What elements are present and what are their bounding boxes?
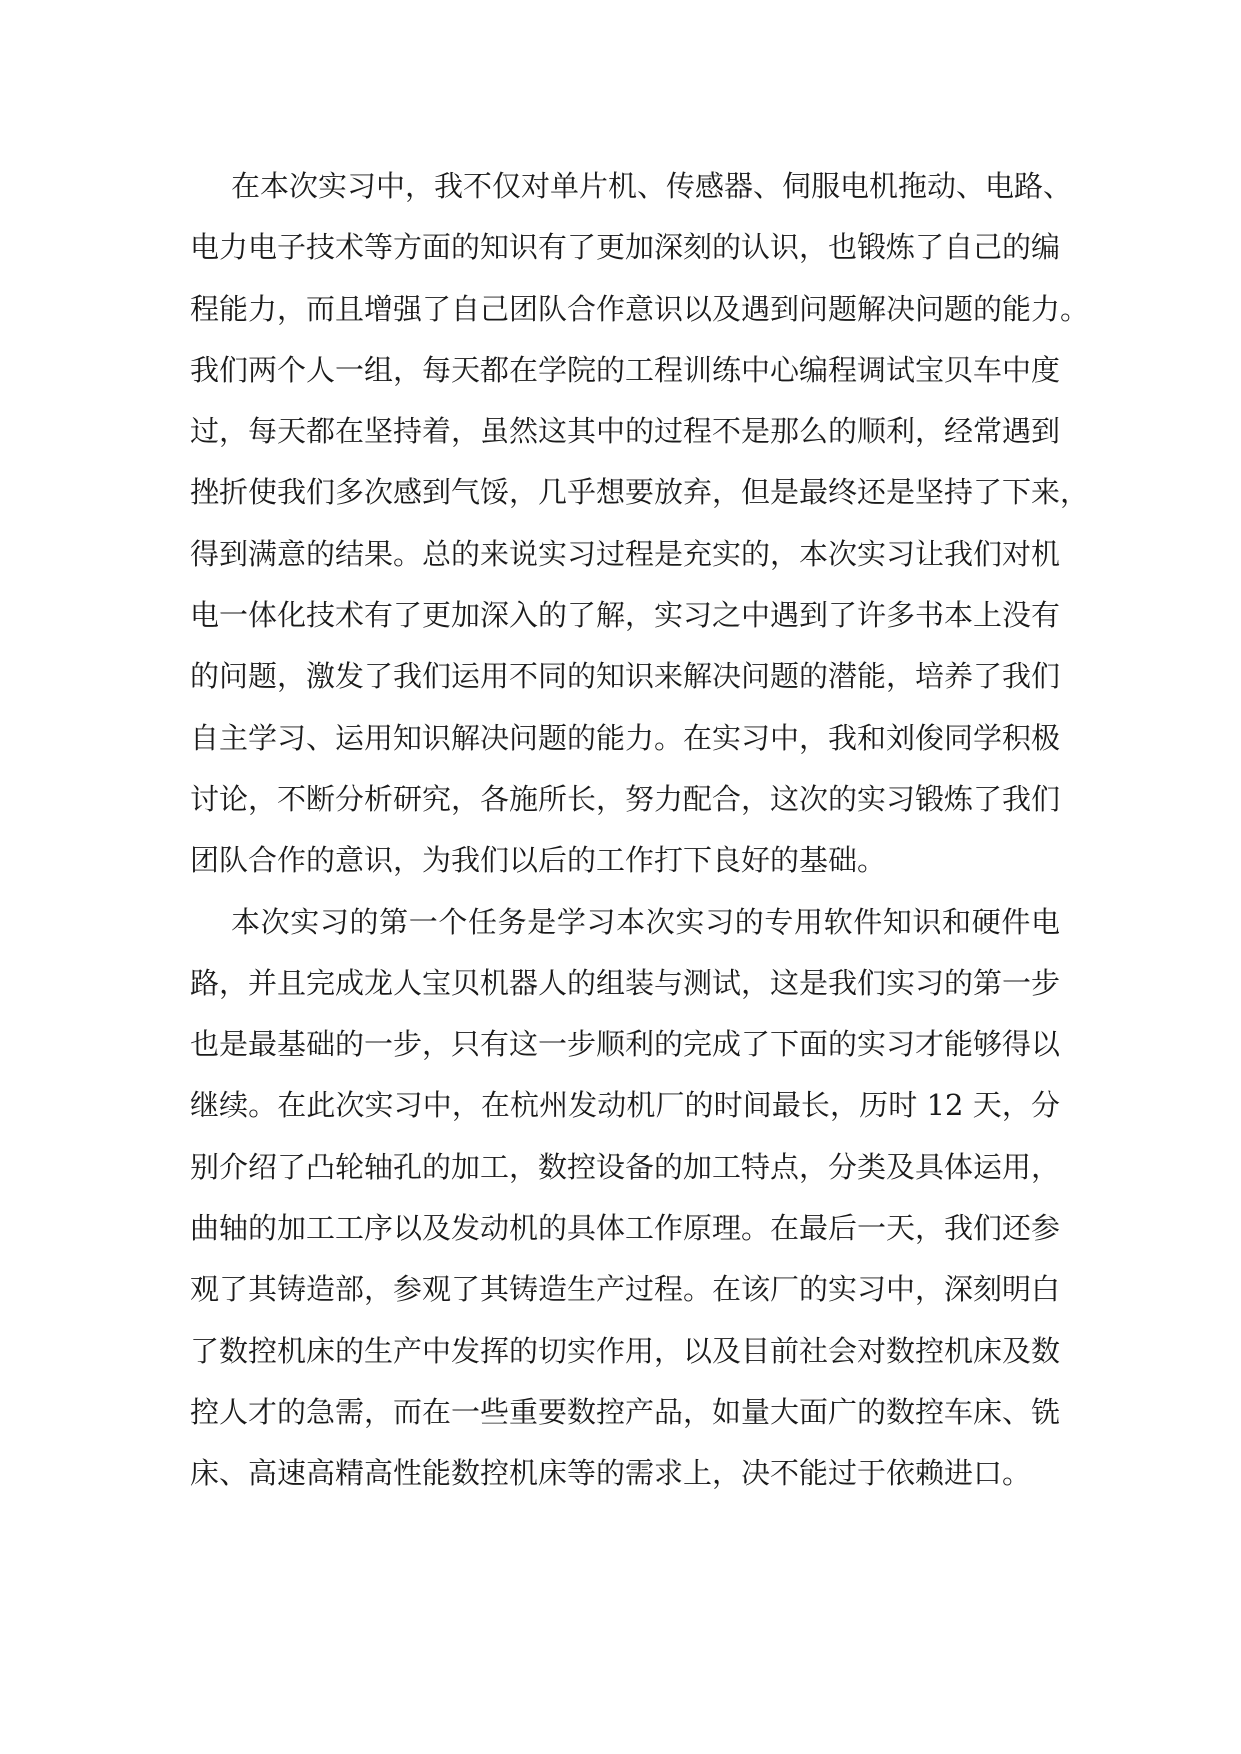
text-line: 电一体化技术有了更加深入的了解，实习之中遇到了许多书本上没有: [190, 598, 1061, 633]
text-line: 本次实习的第一个任务是学习本次实习的专用软件知识和硬件电: [231, 904, 1060, 939]
text-line: 自主学习、运用知识解决问题的能力。在实习中，我和刘俊同学积极: [190, 720, 1061, 755]
text-line: 控人才的急需，而在一些重要数控产品，如量大面广的数控车床、铣: [190, 1394, 1061, 1429]
text-line: 继续。在此次实习中，在杭州发动机厂的时间最长，历时 12 天，分: [190, 1088, 1060, 1123]
text-line: 在本次实习中，我不仅对单片机、传感器、伺服电机拖动、电路、: [231, 169, 1073, 203]
text-line: 电力电子技术等方面的知识有了更加深刻的认识，也锻炼了自己的编: [190, 230, 1061, 265]
text-line: 过，每天都在坚持着，虽然这其中的过程不是那么的顺利，经常遇到: [190, 414, 1061, 449]
text-line: 讨论，不断分析研究，各施所长，努力配合，这次的实习锻炼了我们: [190, 781, 1061, 816]
paragraph-2: [190, 892, 1060, 1505]
text-line: 程能力，而且增强了自己团队合作意识以及遇到问题解决问题的能力。: [190, 291, 1090, 326]
text-line: 团队合作的意识，为我们以后的工作打下良好的基础。: [190, 843, 887, 878]
text-line: 我们两个人一组，每天都在学院的工程训练中心编程调试宝贝车中度: [190, 352, 1061, 387]
text-line: 也是最基础的一步，只有这一步顺利的完成了下面的实习才能够得以: [190, 1027, 1061, 1062]
paragraph-1: [190, 156, 1090, 892]
text-line: 曲轴的加工工序以及发动机的具体工作原理。在最后一天，我们还参: [190, 1211, 1061, 1246]
text-line: 床、高速高精高性能数控机床等的需求上，决不能过于依赖进口。: [190, 1456, 1032, 1491]
text-line: 路，并且完成龙人宝贝机器人的组装与测试，这是我们实习的第一步: [190, 965, 1061, 1000]
text-line: 的问题，激发了我们运用不同的知识来解决问题的潜能，培养了我们: [190, 659, 1061, 694]
text-line: 得到满意的结果。总的来说实习过程是充实的，本次实习让我们对机: [190, 536, 1061, 571]
text-line: 了数控机床的生产中发挥的切实作用，以及目前社会对数控机床及数: [190, 1333, 1061, 1368]
text-line: 别介绍了凸轮轴孔的加工，数控设备的加工特点，分类及具体运用，: [190, 1149, 1061, 1184]
body-text: [190, 156, 1090, 1505]
text-line: 观了其铸造部，参观了其铸造生产过程。在该厂的实习中，深刻明白: [190, 1272, 1061, 1307]
text-line: 挫折使我们多次感到气馁，几乎想要放弃，但是最终还是坚持了下来，: [190, 475, 1090, 510]
